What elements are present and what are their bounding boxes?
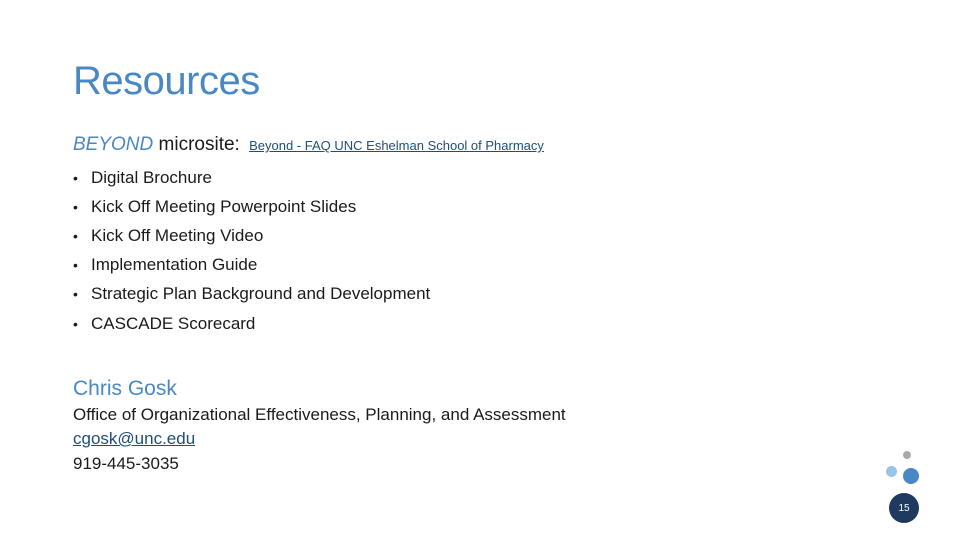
bullet-icon: • xyxy=(73,169,78,186)
list-item xyxy=(73,192,430,221)
list-item xyxy=(73,221,430,250)
list-item-label: Digital Brochure xyxy=(91,167,212,187)
list-item-label: Strategic Plan Background and Development xyxy=(91,284,431,304)
list-item-label: Implementation Guide xyxy=(91,255,258,275)
list-item-label: Kick Off Meeting Powerpoint Slides xyxy=(91,196,357,216)
bullet-icon: • xyxy=(73,198,78,215)
list-item xyxy=(73,309,430,338)
list-item xyxy=(73,163,430,192)
microsite-label: microsite: xyxy=(153,134,240,155)
bullet-icon: • xyxy=(73,315,78,332)
microsite-emphasis: BEYOND xyxy=(73,134,154,155)
bullet-icon: • xyxy=(73,286,78,303)
page-number-badge: 15 xyxy=(889,493,919,523)
bullet-icon: • xyxy=(73,257,78,274)
bullet-icon: • xyxy=(73,227,78,244)
list-item-label: CASCADE Scorecard xyxy=(91,313,256,333)
microsite-line xyxy=(73,133,544,158)
list-item xyxy=(73,280,430,309)
list-item xyxy=(73,251,430,280)
contact-phone: 919-445-3035 xyxy=(73,454,179,473)
microsite-link[interactable]: Beyond - FAQ UNC Eshelman School of Pharmacy xyxy=(249,138,544,153)
decorative-dot-icon xyxy=(886,466,897,477)
slide-title: Resources xyxy=(73,59,260,103)
contact-email-link[interactable]: cgosk@unc.edu xyxy=(73,429,196,448)
resource-list xyxy=(73,163,430,338)
decorative-dot-icon xyxy=(903,451,911,459)
decorative-dot-icon xyxy=(903,468,919,484)
contact-name: Chris Gosk xyxy=(73,377,177,400)
list-item-label: Kick Off Meeting Video xyxy=(91,225,264,245)
contact-office: Office of Organizational Effectiveness, Planning, and Assessment xyxy=(73,405,566,424)
